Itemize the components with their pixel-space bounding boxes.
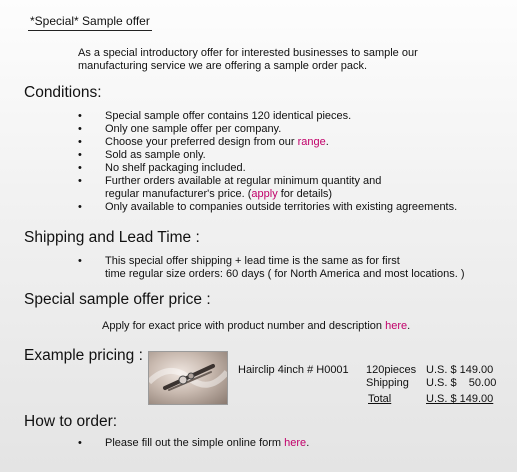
bullet: • [78, 149, 82, 161]
list-item: • Special sample offer contains 120 identical pieces. [78, 110, 352, 122]
list-item: • Sold as sample only. [78, 149, 206, 161]
conditions-list [78, 110, 457, 214]
shipping-list [78, 255, 464, 281]
shipping-label: Shipping [366, 377, 409, 389]
bullet: • [78, 123, 82, 135]
bullet: • [78, 255, 82, 267]
bullet: • [78, 136, 82, 148]
conditions-heading: Conditions: [24, 84, 102, 101]
list-item: • Please fill out the simple online form here. [78, 437, 310, 449]
bullet: • [78, 175, 82, 187]
intro-line-1: As a special introductory offer for interested businesses to sample our [78, 47, 418, 59]
bullet: • [78, 201, 82, 213]
order-here-link[interactable]: here [284, 437, 307, 449]
product-name: Hairclip 4inch # H0001 [238, 364, 349, 376]
order-heading: How to order: [24, 413, 118, 430]
list-item: • This special offer shipping + lead time is the same as for first time regular size orders: 60 days ( for North America and most locations. ) [78, 255, 465, 280]
hairclip-icon [149, 352, 227, 404]
total-price: U.S. $ 149.00 [426, 393, 494, 405]
order-list [78, 437, 309, 450]
list-item: • Only one sample offer per company. [78, 123, 282, 135]
list-item: • No shelf packaging included. [78, 162, 246, 174]
intro-text [78, 47, 498, 73]
bullet: • [78, 162, 82, 174]
list-item: • Choose your preferred design from our range. [78, 136, 329, 148]
intro-line-2: manufacturing service we are offering a sample order pack. [78, 60, 367, 72]
range-link[interactable]: range [297, 136, 326, 148]
bullet: • [78, 110, 82, 122]
list-item: • Further orders available at regular minimum quantity and regular manufacturer's price. (apply for details) [78, 175, 382, 200]
page-title: *Special* Sample offer [30, 14, 150, 28]
shipping-heading: Shipping and Lead Time : [24, 229, 200, 246]
total-label: Total [368, 393, 392, 405]
price-heading: Special sample offer price : [24, 291, 211, 308]
price-here-link[interactable]: here [385, 320, 408, 332]
qty-price: U.S. $ 149.00 [426, 364, 494, 376]
bullet: • [78, 437, 82, 449]
apply-link[interactable]: apply [251, 188, 278, 200]
product-qty: 120pieces [366, 364, 417, 376]
title-underline [28, 30, 152, 31]
example-heading: Example pricing : [24, 347, 143, 364]
list-item: • Only available to companies outside territories with existing agreements. [78, 201, 458, 213]
shipping-price: U.S. $ 50.00 [426, 377, 497, 389]
price-text: Apply for exact price with product number and description here. [102, 320, 411, 332]
product-image [148, 351, 228, 405]
